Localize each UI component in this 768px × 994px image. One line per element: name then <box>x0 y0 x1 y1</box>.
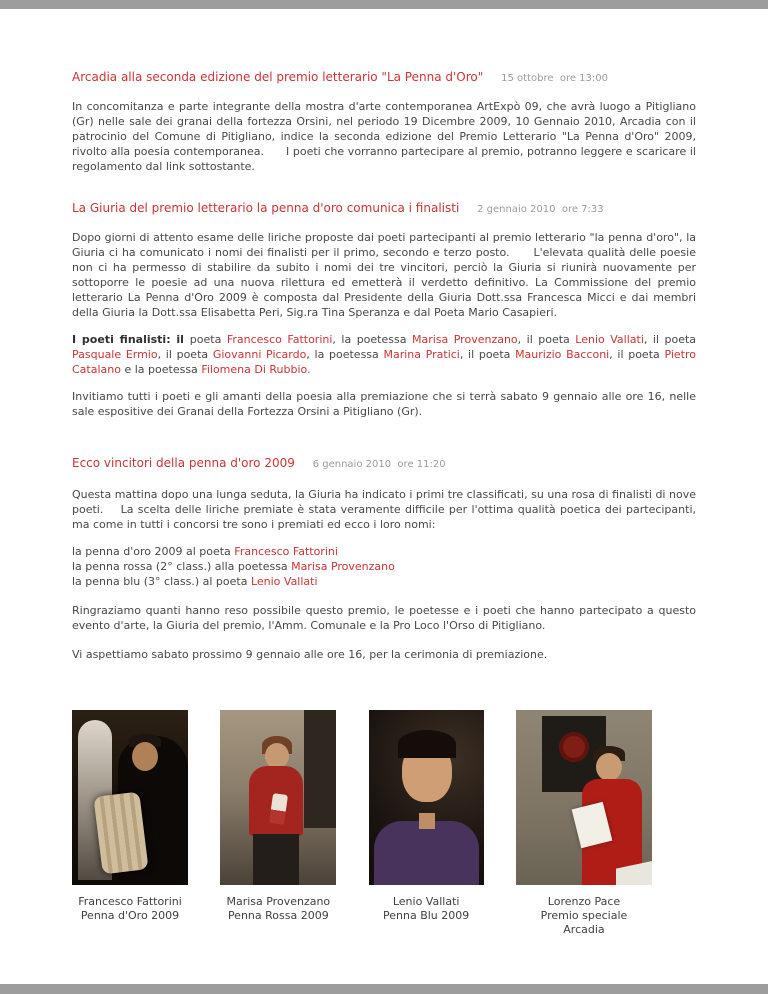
section-headline <box>72 455 696 473</box>
photo-lenio-vallati <box>369 710 484 885</box>
photo-block-lorenzo-pace <box>516 710 652 937</box>
figure-head <box>132 742 158 771</box>
photo-caption <box>78 895 182 923</box>
vincitori-date: 6 gennaio 2010 ore 11:20 <box>312 459 446 470</box>
caption-line: Lorenzo Pace <box>547 895 621 908</box>
photo-caption <box>383 895 469 923</box>
arcadia-body: In concomitanza e parte integrante della mostra d'arte contemporanea ArtExpò 09, che avrà luogo a Pitigliano (Gr) nelle sale dei granai della fortezza Orsini, nel periodo 19 Dicembre 2009, 10 Gennaio 2010, Arcadia con il patrocinio del Comune di Pitigliano, indice la seconda edizione del Premio Letterario "La Penna d'Oro" 2009, rivolto alla poesia contemporanea. I poeti che vorranno partecipare al premio, potranno leggere e scaricare il regolamento dal link sottostante. <box>72 100 700 173</box>
winner-blue-line: la penna blu (3° class.) al poeta Lenio Vallati <box>72 575 318 588</box>
photo-block-francesco-fattorini <box>72 710 188 937</box>
page-content <box>0 9 768 937</box>
caption-line: Premio speciale <box>540 909 628 922</box>
section-headline <box>72 200 696 218</box>
finalists-paragraph: I poeti finalisti: il poeta Francesco Fattorini, la poetessa Marisa Provenzano, il poeta Lenio Vallati, il poeta Pasquale Ermio, il poeta Giovanni Picardo, la poetessa Marina Pratici, il poeta Maurizio Bacconi, il poeta Pietro Catalano e la poetessa Filomena Di Rubbio. <box>72 333 697 376</box>
top-border-bar <box>0 0 768 9</box>
purple-shirt-shape <box>374 821 479 885</box>
caption-line: Marisa Provenzano <box>226 895 331 908</box>
arcadia-title: Arcadia alla seconda edizione del premio letterario "La Penna d'Oro" <box>72 70 484 84</box>
photo-francesco-fattorini <box>72 710 188 885</box>
arcadia-date: 15 ottobre ore 13:00 <box>501 73 608 84</box>
thanks-line-1: Ringraziamo quanti hanno reso possibile questo premio, le poetesse e i poeti che hanno partecipato a questo evento d'arte, la Giuria del premio, l'Amm. Comunale e la Pro Loco l'Orso di Pitigliano. <box>72 604 696 632</box>
section-vincitori <box>72 455 700 662</box>
caption-line: Francesco Fattorini <box>78 895 182 908</box>
photo-caption <box>541 895 628 937</box>
photo-marisa-provenzano <box>220 710 336 885</box>
photo-block-marisa-provenzano <box>220 710 336 937</box>
photo-row <box>72 710 652 937</box>
caption-line: Penna Rossa 2009 <box>227 909 329 922</box>
caption-line: Lenio Vallati <box>392 895 460 908</box>
vincitori-body: Questa mattina dopo una lunga seduta, la Giuria ha indicato i primi tre classificati, su una rosa di finalisti di nove poeti. La scelta delle liriche premiate è stata veramente difficile per l'ottima qualità poetica dei partecipanti, ma come in tutti i concorsi tre sono i premiati ed ecco i loro nomi: <box>72 488 700 531</box>
photo-caption <box>226 895 330 923</box>
section-headline <box>72 69 696 87</box>
section-giuria <box>72 200 700 419</box>
caption-line: Penna d'Oro 2009 <box>80 909 180 922</box>
figure-head <box>596 753 622 781</box>
dark-skirt-shape <box>253 834 299 885</box>
wrapped-prize-package <box>93 791 148 874</box>
figure-hair <box>398 730 456 758</box>
invito-paragraph: Invitiamo tutti i poeti e gli amanti della poesia alla premiazione che si terrà sabato 9 gennaio alle ore 16, nelle sale espositive dei Granai della Fortezza Orsini a Pitigliano (Gr). <box>72 390 696 418</box>
section-arcadia <box>72 69 700 174</box>
closing-paragraph <box>72 603 696 662</box>
caption-line: Penna Blu 2009 <box>383 909 470 922</box>
winner-gold-line: la penna d'oro 2009 al poeta Francesco Fattorini <box>72 545 338 558</box>
winners-list <box>72 544 696 589</box>
bottom-border-bar <box>0 984 768 994</box>
dark-doorway-shape <box>304 710 336 828</box>
giuria-body: Dopo giorni di attento esame delle liriche proposte dai poeti partecipanti al premio letterario "la penna d'oro", la Giuria ci ha comunicato i nomi dei finalisti per il primo, secondo e terzo posto. L'elevata qualità delle poesie non ci ha permesso di stabilire da subito i nomi dei tre vincitori, perciò la Giuria si riunirà nuovamente per sottoporre le poesie ad una nuova rilettura ed emetterà il verdetto definitivo. La Commissione del premio letterario La Penna d'Oro 2009 è composta dal Presidente della Giuria Dott.ssa Francesca Micci e dai membri della Giuria la Dott.ssa Elisabetta Peri, Sig.ra Tina Speranza e dal Poeta Mario Casapieri. <box>72 231 700 319</box>
giuria-title: La Giuria del premio letterario la penna d'oro comunica i finalisti <box>72 201 460 215</box>
photo-lorenzo-pace <box>516 710 652 885</box>
thanks-line-2: Vi aspettiamo sabato prossimo 9 gennaio alle ore 16, per la cerimonia di premiazione. <box>72 648 548 661</box>
photo-block-lenio-vallati <box>369 710 484 937</box>
winner-red-line: la penna rossa (2° class.) alla poetessa Marisa Provenzano <box>72 560 395 573</box>
giuria-date: 2 gennaio 2010 ore 7:33 <box>477 204 604 215</box>
vincitori-title: Ecco vincitori della penna d'oro 2009 <box>72 456 295 470</box>
caption-line: Arcadia <box>563 923 605 936</box>
round-emblem <box>559 732 589 762</box>
figure-neck <box>419 813 435 829</box>
